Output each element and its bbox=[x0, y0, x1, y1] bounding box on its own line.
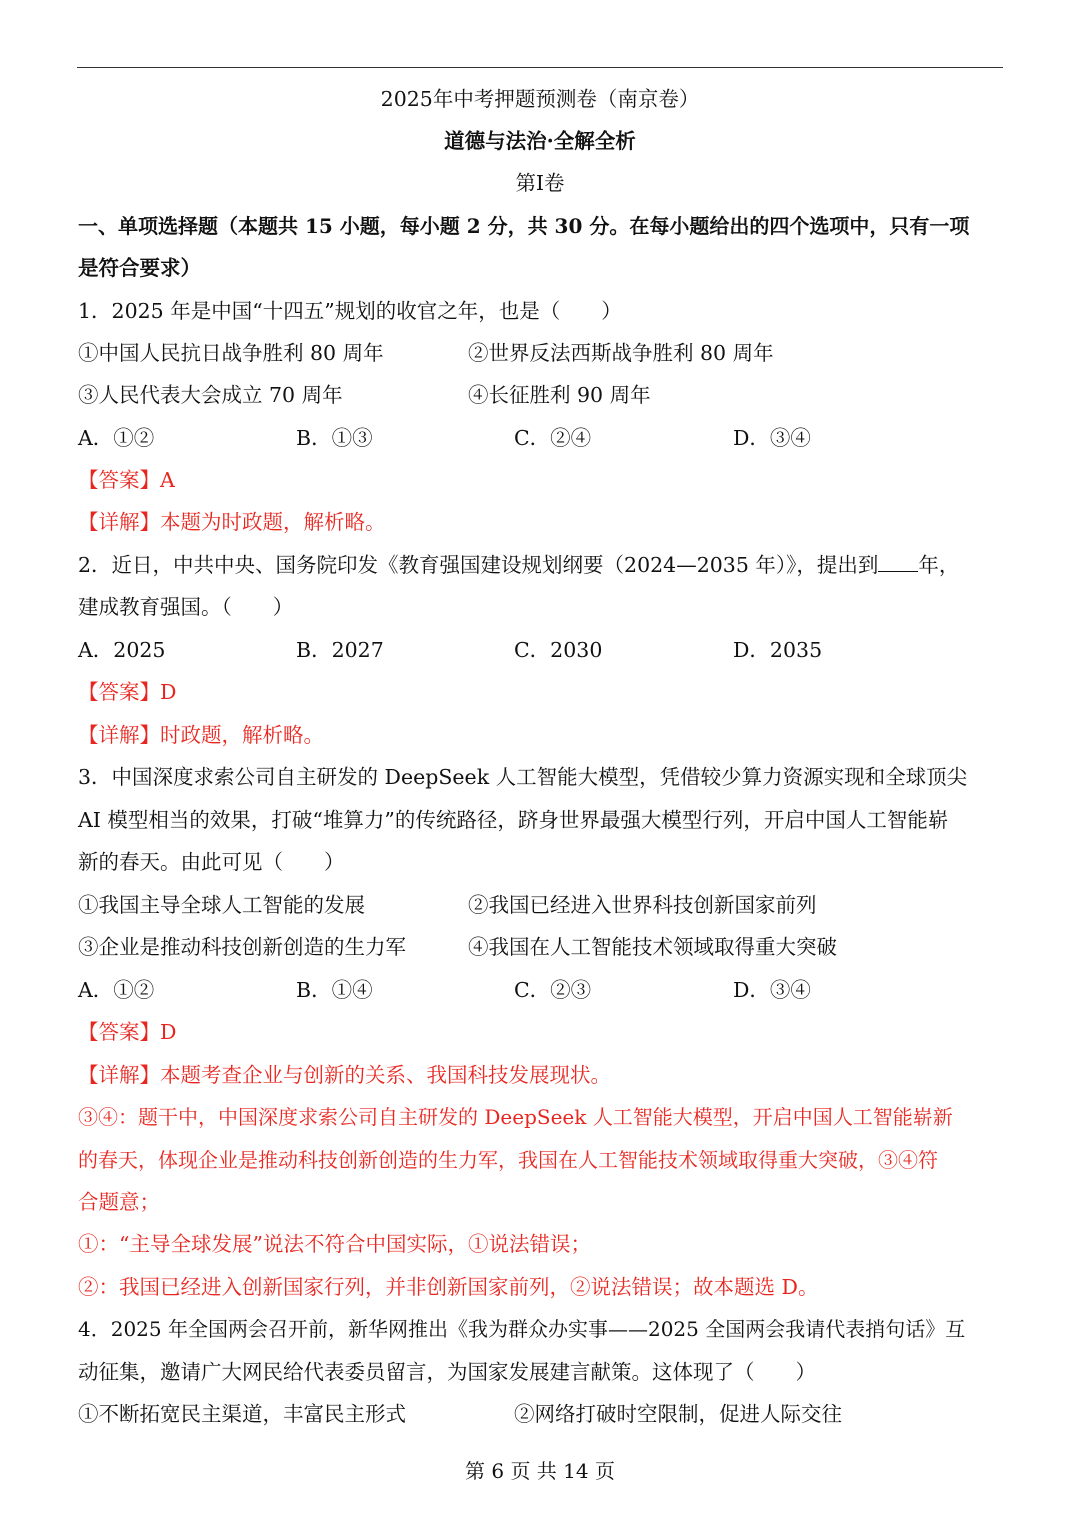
q3-answer: 【答案】D bbox=[78, 1020, 177, 1044]
q1-stem: 1．2025 年是中国“十四五”规划的收官之年，也是（ ） bbox=[78, 299, 622, 323]
q4-stem-line2: 动征集，邀请广大网民给代表委员留言，为国家发展建言献策。这体现了（ ） bbox=[78, 1360, 816, 1384]
header-rule bbox=[77, 67, 1003, 68]
q3-statement-1: ①我国主导全球人工智能的发展 bbox=[78, 893, 365, 917]
q3-statement-3: ③企业是推动科技创新创造的生力军 bbox=[78, 935, 406, 959]
q2-stem-part-a: 2．近日，中共中央、国务院印发《教育强国建设规划纲要（2024—2035 年）》，提出到 bbox=[78, 553, 879, 577]
q3-choice-a: A．①② bbox=[78, 978, 155, 1002]
q3-detail: 【详解】本题考查企业与创新的关系、我国科技发展现状。 bbox=[78, 1063, 611, 1087]
q1-statement-2: ②世界反法西斯战争胜利 80 周年 bbox=[468, 341, 774, 365]
q3-explanation-line4: ①：“主导全球发展”说法不符合中国实际，①说法错误； bbox=[78, 1232, 591, 1256]
q3-stem-line2: AI 模型相当的效果，打破“堆算力”的传统路径，跻身世界最强大模型行列，开启中国人工智能崭 bbox=[78, 808, 949, 832]
q4-stem-line1: 4．2025 年全国两会召开前，新华网推出《我为群众办实事——2025 全国两会我请代表捎句话》互 bbox=[78, 1317, 966, 1341]
section-heading-line2: 是符合要求） bbox=[78, 256, 201, 280]
section-heading-line1: 一、单项选择题（本题共 15 小题，每小题 2 分，共 30 分。在每小题给出的四个选项中，只有一项 bbox=[78, 214, 970, 238]
q3-stem-line1: 3．中国深度求索公司自主研发的 DeepSeek 人工智能大模型，凭借较少算力资源实现和全球顶尖 bbox=[78, 765, 968, 789]
q1-choice-b: B．①③ bbox=[296, 426, 373, 450]
q2-choices bbox=[78, 629, 1004, 671]
q2-blank bbox=[878, 545, 918, 572]
q1-statements-row2 bbox=[78, 374, 1004, 416]
q2-answer: 【答案】D bbox=[78, 680, 177, 704]
q1-choice-c: C．②④ bbox=[514, 426, 592, 450]
q3-statements-row2 bbox=[78, 926, 1004, 968]
q2-stem-part-b: 年， bbox=[918, 553, 960, 577]
q1-choice-a: A．①② bbox=[78, 426, 155, 450]
q2-stem-line2: 建成教育强国。（ ） bbox=[78, 595, 294, 619]
q1-statement-3: ③人民代表大会成立 70 周年 bbox=[78, 383, 343, 407]
page-footer: 第 6 页 共 14 页 bbox=[465, 1459, 615, 1483]
q2-choice-b: B．2027 bbox=[296, 638, 384, 662]
q1-detail: 【详解】本题为时政题，解析略。 bbox=[78, 510, 386, 534]
q2-detail: 【详解】时政题，解析略。 bbox=[78, 723, 324, 747]
q1-choices bbox=[78, 417, 1004, 459]
q2-choice-d: D．2035 bbox=[733, 638, 823, 662]
q3-choices bbox=[78, 969, 1004, 1011]
q2-choice-a: A．2025 bbox=[78, 638, 166, 662]
q1-statement-1: ①中国人民抗日战争胜利 80 周年 bbox=[78, 341, 384, 365]
q3-explanation-line1: ③④：题干中，中国深度求索公司自主研发的 DeepSeek 人工智能大模型，开启中国人工智能崭新 bbox=[78, 1105, 953, 1129]
q1-statement-4: ④长征胜利 90 周年 bbox=[468, 383, 651, 407]
q3-choice-d: D．③④ bbox=[733, 978, 811, 1002]
q1-statements-row1 bbox=[78, 332, 1004, 374]
q2-choice-c: C．2030 bbox=[514, 638, 603, 662]
q3-statements-row1 bbox=[78, 884, 1004, 926]
q4-statement-1: ①不断拓宽民主渠道，丰富民主形式 bbox=[78, 1402, 406, 1426]
q3-stem-line3: 新的春天。由此可见（ ） bbox=[78, 850, 345, 874]
q3-statement-4: ④我国在人工智能技术领域取得重大突破 bbox=[468, 935, 837, 959]
q2-stem-line1 bbox=[78, 544, 1004, 586]
q3-statement-2: ②我国已经进入世界科技创新国家前列 bbox=[468, 893, 817, 917]
q4-statement-2: ②网络打破时空限制，促进人际交往 bbox=[514, 1402, 842, 1426]
q3-explanation-line3: 合题意； bbox=[78, 1190, 160, 1214]
q3-explanation-line2: 的春天，体现企业是推动科技创新创造的生力军，我国在人工智能技术领域取得重大突破，③④符 bbox=[78, 1148, 938, 1172]
q3-explanation-line5: ②：我国已经进入创新国家行列，并非创新国家前列，②说法错误；故本题选 D。 bbox=[78, 1275, 819, 1299]
q1-choice-d: D．③④ bbox=[733, 426, 811, 450]
q3-choice-b: B．①④ bbox=[296, 978, 373, 1002]
q4-statements-row1 bbox=[78, 1393, 1004, 1435]
q3-choice-c: C．②③ bbox=[514, 978, 592, 1002]
volume-label: 第I卷 bbox=[515, 171, 565, 195]
exam-title: 2025年中考押题预测卷（南京卷） bbox=[380, 87, 700, 111]
exam-subtitle: 道德与法治·全解全析 bbox=[444, 129, 636, 153]
q1-answer: 【答案】A bbox=[78, 468, 175, 492]
